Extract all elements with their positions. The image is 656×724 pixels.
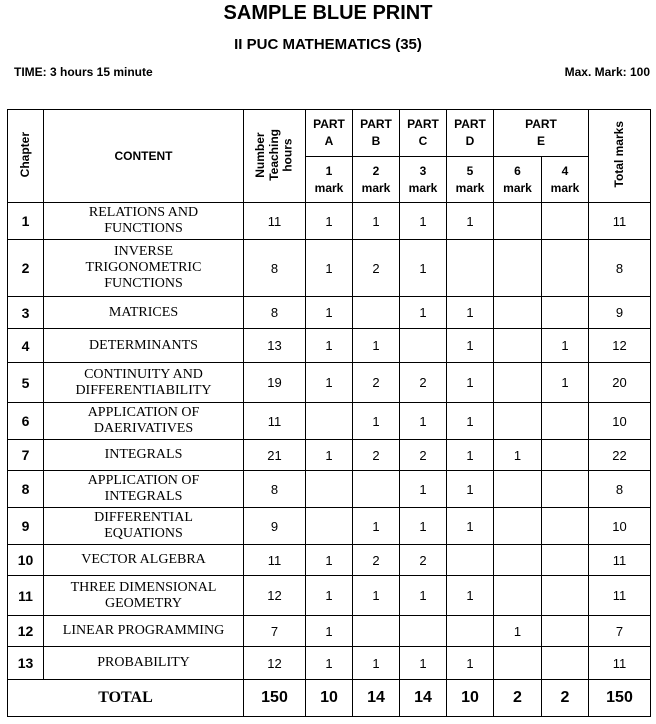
table-row [8,240,651,297]
header-content [44,110,244,203]
cell-d: 1 [447,440,494,471]
cell-e6 [494,240,542,297]
cell-d: 1 [447,203,494,240]
cell-total: 11 [589,576,651,616]
header-hours-label: Number Teaching hours [252,128,295,181]
cell-d [447,616,494,647]
cell-e6: 1 [494,440,542,471]
cell-d: 1 [447,297,494,329]
cell-a: 1 [306,363,353,403]
cell-c: 1 [400,647,447,680]
cell-c [400,329,447,363]
chapter-number: 12 [8,616,44,647]
page-title: SAMPLE BLUE PRINT [223,2,433,24]
total-a: 10 [306,680,353,717]
cell-e6 [494,471,542,508]
chapter-content: THREE DIMENSIONAL GEOMETRY [44,576,244,616]
header-total [589,110,651,203]
table-row [8,616,651,647]
cell-d: 1 [447,403,494,440]
cell-e4 [542,647,589,680]
cell-e6 [494,545,542,576]
cell-a: 1 [306,297,353,329]
cell-c: 2 [400,545,447,576]
cell-hours: 7 [244,616,306,647]
total-d: 10 [447,680,494,717]
chapter-content: APPLICATION OF INTEGRALS [44,471,244,508]
header-chapter-label: Chapter [17,131,32,178]
cell-e6 [494,203,542,240]
cell-b: 1 [353,508,400,545]
cell-total: 7 [589,616,651,647]
cell-c: 2 [400,363,447,403]
cell-b: 1 [353,403,400,440]
chapter-content: RELATIONS AND FUNCTIONS [44,203,244,240]
cell-e4 [542,508,589,545]
cell-e6 [494,329,542,363]
cell-hours: 12 [244,647,306,680]
cell-e4 [542,297,589,329]
cell-c: 1 [400,576,447,616]
cell-a: 1 [306,576,353,616]
cell-c: 1 [400,297,447,329]
chapter-content: INVERSE TRIGONOMETRIC FUNCTIONS [44,240,244,297]
chapter-number: 1 [8,203,44,240]
total-marks: 150 [589,680,651,717]
cell-total: 11 [589,203,651,240]
cell-a [306,403,353,440]
header-mark-d: 5 mark [447,157,494,203]
chapter-content: APPLICATION OF DAERIVATIVES [44,403,244,440]
total-c: 14 [400,680,447,717]
cell-d: 1 [447,647,494,680]
cell-b: 2 [353,363,400,403]
cell-total: 10 [589,403,651,440]
cell-e4: 1 [542,363,589,403]
cell-e4 [542,471,589,508]
header-part-e: PART E [494,110,589,157]
table-row [8,403,651,440]
page-subtitle: II PUC MATHEMATICS (35) [234,36,422,53]
cell-b [353,616,400,647]
header-part-a: PART A [306,110,353,157]
cell-a: 1 [306,329,353,363]
cell-e4 [542,240,589,297]
header-part-b: PART B [353,110,400,157]
cell-b: 2 [353,240,400,297]
header-part-d: PART D [447,110,494,157]
cell-e4 [542,440,589,471]
header-content-label: CONTENT [114,149,173,163]
cell-c: 1 [400,471,447,508]
chapter-number: 7 [8,440,44,471]
cell-c: 1 [400,403,447,440]
cell-d: 1 [447,329,494,363]
table-row [8,329,651,363]
header-mark-e6: 6 mark [494,157,542,203]
cell-total: 12 [589,329,651,363]
chapter-number: 11 [8,576,44,616]
cell-b: 2 [353,545,400,576]
cell-total: 20 [589,363,651,403]
header-mark-c: 3 mark [400,157,447,203]
table-row [8,203,651,240]
cell-total: 11 [589,647,651,680]
cell-total: 8 [589,471,651,508]
table-row [8,363,651,403]
total-e6: 2 [494,680,542,717]
cell-b: 1 [353,329,400,363]
cell-e6 [494,576,542,616]
cell-e4 [542,576,589,616]
cell-total: 9 [589,297,651,329]
cell-hours: 8 [244,471,306,508]
cell-hours: 11 [244,203,306,240]
cell-a: 1 [306,203,353,240]
cell-b [353,297,400,329]
chapter-content: DIFFERENTIAL EQUATIONS [44,508,244,545]
chapter-content: DETERMINANTS [44,329,244,363]
chapter-content: INTEGRALS [44,440,244,471]
cell-e6 [494,647,542,680]
cell-c: 1 [400,240,447,297]
total-e4: 2 [542,680,589,717]
cell-hours: 19 [244,363,306,403]
cell-hours: 8 [244,240,306,297]
chapter-content: PROBABILITY [44,647,244,680]
table-row [8,576,651,616]
blueprint-table [7,109,651,717]
chapter-number: 5 [8,363,44,403]
cell-e6: 1 [494,616,542,647]
cell-a [306,471,353,508]
cell-b: 1 [353,576,400,616]
chapter-content: LINEAR PROGRAMMING [44,616,244,647]
table-row [8,545,651,576]
total-hours: 150 [244,680,306,717]
cell-e4 [542,403,589,440]
cell-c: 1 [400,203,447,240]
cell-total: 11 [589,545,651,576]
cell-hours: 11 [244,545,306,576]
cell-e6 [494,363,542,403]
cell-total: 8 [589,240,651,297]
cell-hours: 12 [244,576,306,616]
cell-a: 1 [306,240,353,297]
cell-a: 1 [306,616,353,647]
header-mark-e4: 4 mark [542,157,589,203]
header-hours [244,110,306,203]
chapter-content: MATRICES [44,297,244,329]
total-b: 14 [353,680,400,717]
cell-e6 [494,297,542,329]
cell-hours: 21 [244,440,306,471]
cell-a: 1 [306,647,353,680]
chapter-number: 2 [8,240,44,297]
cell-d: 1 [447,508,494,545]
chapter-number: 9 [8,508,44,545]
cell-d: 1 [447,363,494,403]
table-row [8,508,651,545]
table-row [8,471,651,508]
chapter-content: CONTINUITY AND DIFFERENTIABILITY [44,363,244,403]
max-mark-label: Max. Mark: 100 [564,65,650,79]
cell-e4: 1 [542,329,589,363]
cell-d [447,240,494,297]
total-label: TOTAL [8,680,244,717]
cell-c [400,616,447,647]
cell-e6 [494,508,542,545]
cell-e4 [542,545,589,576]
time-label: TIME: 3 hours 15 minute [14,65,153,79]
cell-hours: 11 [244,403,306,440]
cell-d [447,545,494,576]
chapter-content: VECTOR ALGEBRA [44,545,244,576]
chapter-number: 8 [8,471,44,508]
cell-c: 2 [400,440,447,471]
table-row [8,647,651,680]
header-mark-a: 1 mark [306,157,353,203]
chapter-number: 6 [8,403,44,440]
cell-hours: 8 [244,297,306,329]
cell-hours: 9 [244,508,306,545]
cell-b: 1 [353,647,400,680]
chapter-number: 3 [8,297,44,329]
cell-a: 1 [306,440,353,471]
chapter-number: 10 [8,545,44,576]
header-total-label: Total marks [611,121,626,188]
cell-e4 [542,203,589,240]
table-row [8,440,651,471]
cell-hours: 13 [244,329,306,363]
header-chapter [8,110,44,203]
header-part-c: PART C [400,110,447,157]
cell-d: 1 [447,576,494,616]
cell-b: 2 [353,440,400,471]
chapter-number: 13 [8,647,44,680]
cell-a [306,508,353,545]
cell-a: 1 [306,545,353,576]
chapter-number: 4 [8,329,44,363]
cell-b: 1 [353,203,400,240]
cell-e6 [494,403,542,440]
cell-total: 22 [589,440,651,471]
header-mark-b: 2 mark [353,157,400,203]
cell-e4 [542,616,589,647]
table-row [8,297,651,329]
cell-b [353,471,400,508]
cell-total: 10 [589,508,651,545]
cell-d: 1 [447,471,494,508]
cell-c: 1 [400,508,447,545]
